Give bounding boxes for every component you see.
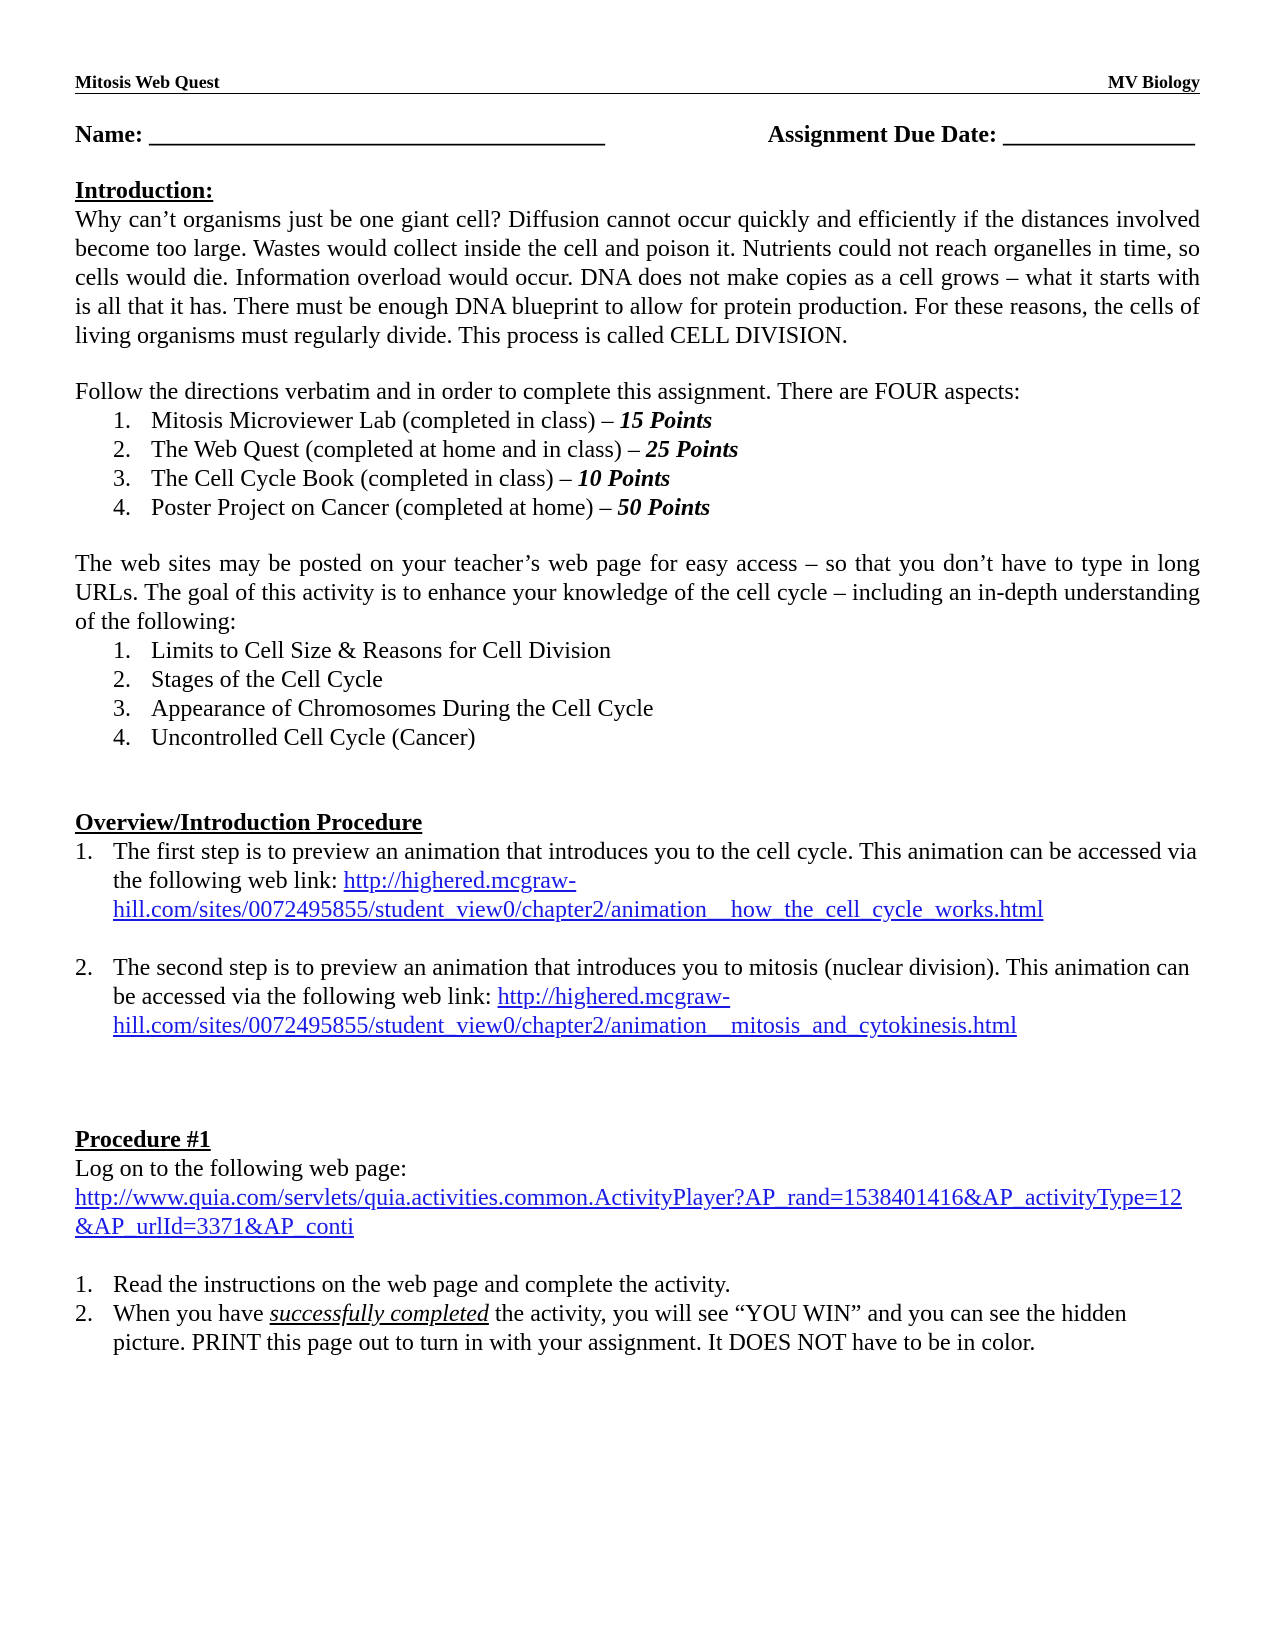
- list-number: 2.: [113, 667, 131, 693]
- list-item: [75, 1271, 1200, 1300]
- aspect-points: 25 Points: [645, 437, 739, 463]
- step-text: The second step is to preview an animation that introduces you to mitosis (nuclear division). This animation can be accessed via the following web link:: [113, 955, 1190, 1010]
- goals-paragraph: The web sites may be posted on your teacher’s web page for easy access – so that you don’t have to type in long URLs. The goal of this activity is to enhance your knowledge of the cell cycle – including an in-depth understanding of the following:: [75, 551, 1200, 635]
- list-item: [75, 954, 1200, 1041]
- goals-section: [75, 550, 1200, 753]
- list-number: 4.: [113, 725, 131, 751]
- aspect-text: The Cell Cycle Book (completed in class) –: [151, 466, 578, 492]
- document-header: [75, 72, 1200, 94]
- step-text: When you have: [113, 1301, 270, 1327]
- emphasis-text: successfully completed: [269, 1301, 489, 1327]
- introduction-heading: Introduction:: [75, 178, 214, 204]
- list-number: 4.: [113, 495, 131, 521]
- list-number: 2.: [113, 437, 131, 463]
- goal-text: Stages of the Cell Cycle: [151, 667, 383, 693]
- aspects-list: [75, 407, 1200, 523]
- aspect-points: 50 Points: [617, 495, 711, 521]
- aspect-text: Mitosis Microviewer Lab (completed in class) –: [151, 408, 620, 434]
- header-course: MV Biology: [1107, 72, 1200, 92]
- list-number: 1.: [113, 638, 131, 664]
- name-row: [75, 120, 1200, 150]
- directions-section: [75, 378, 1200, 523]
- list-item: [75, 666, 1200, 695]
- list-number: 2.: [75, 955, 93, 981]
- list-number: 2.: [75, 1301, 93, 1327]
- cell-cycle-animation-link[interactable]: http://highered.mcgraw-hill.com/sites/0072495855/student_view0/chapter2/animation__how_the_cell_cycle_works.html: [113, 868, 1044, 923]
- aspect-points: 15 Points: [619, 408, 713, 434]
- quia-activity-link[interactable]: http://www.quia.com/servlets/quia.activities.common.ActivityPlayer?AP_rand=1538401416&AP_activityType=12&AP_urlId=3371&AP_conti: [75, 1185, 1182, 1240]
- list-item: [75, 494, 1200, 523]
- list-number: 1.: [75, 839, 93, 865]
- list-item: [75, 407, 1200, 436]
- list-item: [75, 838, 1200, 925]
- directions-intro: Follow the directions verbatim and in order to complete this assignment. There are FOUR aspects:: [75, 379, 1021, 405]
- list-item: [75, 724, 1200, 753]
- overview-heading: Overview/Introduction Procedure: [75, 810, 423, 836]
- procedure1-steps: [75, 1271, 1200, 1358]
- goals-list: [75, 637, 1200, 753]
- list-item: [75, 695, 1200, 724]
- list-item: [75, 436, 1200, 465]
- mitosis-animation-link[interactable]: http://highered.mcgraw-hill.com/sites/0072495855/student_view0/chapter2/animation__mitosis_and_cytokinesis.html: [113, 984, 1017, 1039]
- introduction-paragraph: Why can’t organisms just be one giant cell? Diffusion cannot occur quickly and efficiently if the distances involved become too large. Wastes would collect inside the cell and poison it. Nutrients could not reach organelles in time, so cells would die. Information overload would occur. DNA does not make copies as a cell grows – what it starts with is all that it has. There must be enough DNA blueprint to allow for protein production. For these reasons, the cells of living organisms must regularly divide. This process is called CELL DIVISION.: [75, 207, 1200, 349]
- list-item: [75, 1300, 1200, 1358]
- aspect-points: 10 Points: [577, 466, 671, 492]
- overview-steps: [75, 838, 1200, 1041]
- due-date-field: Assignment Due Date: ________________: [767, 122, 1195, 148]
- procedure1-section: [75, 1126, 1200, 1358]
- overview-section: [75, 809, 1200, 1041]
- list-number: 3.: [113, 696, 131, 722]
- procedure1-heading: Procedure #1: [75, 1127, 211, 1153]
- document-page: [75, 72, 1200, 1358]
- list-number: 3.: [113, 466, 131, 492]
- introduction-section: [75, 177, 1200, 351]
- goal-text: Uncontrolled Cell Cycle (Cancer): [151, 725, 476, 751]
- list-number: 1.: [75, 1272, 93, 1298]
- step-text: The first step is to preview an animation that introduces you to the cell cycle. This animation can be accessed via the following web link:: [113, 839, 1197, 894]
- goal-text: Appearance of Chromosomes During the Cell Cycle: [151, 696, 654, 722]
- aspect-text: Poster Project on Cancer (completed at home) –: [151, 495, 618, 521]
- step-text: Read the instructions on the web page and complete the activity.: [113, 1272, 731, 1298]
- aspect-text: The Web Quest (completed at home and in class) –: [151, 437, 646, 463]
- name-field: Name: ______________________________________: [75, 122, 605, 148]
- list-number: 1.: [113, 408, 131, 434]
- step-text: the activity, you will see “YOU WIN” and you can see the hidden picture. PRINT this page out to turn in with your assignment. It DOES NOT have to be in color.: [113, 1301, 1127, 1356]
- list-item: [75, 465, 1200, 494]
- procedure1-intro: Log on to the following web page:: [75, 1156, 407, 1182]
- goal-text: Limits to Cell Size & Reasons for Cell Division: [151, 638, 611, 664]
- header-title: Mitosis Web Quest: [75, 72, 220, 92]
- list-item: [75, 637, 1200, 666]
